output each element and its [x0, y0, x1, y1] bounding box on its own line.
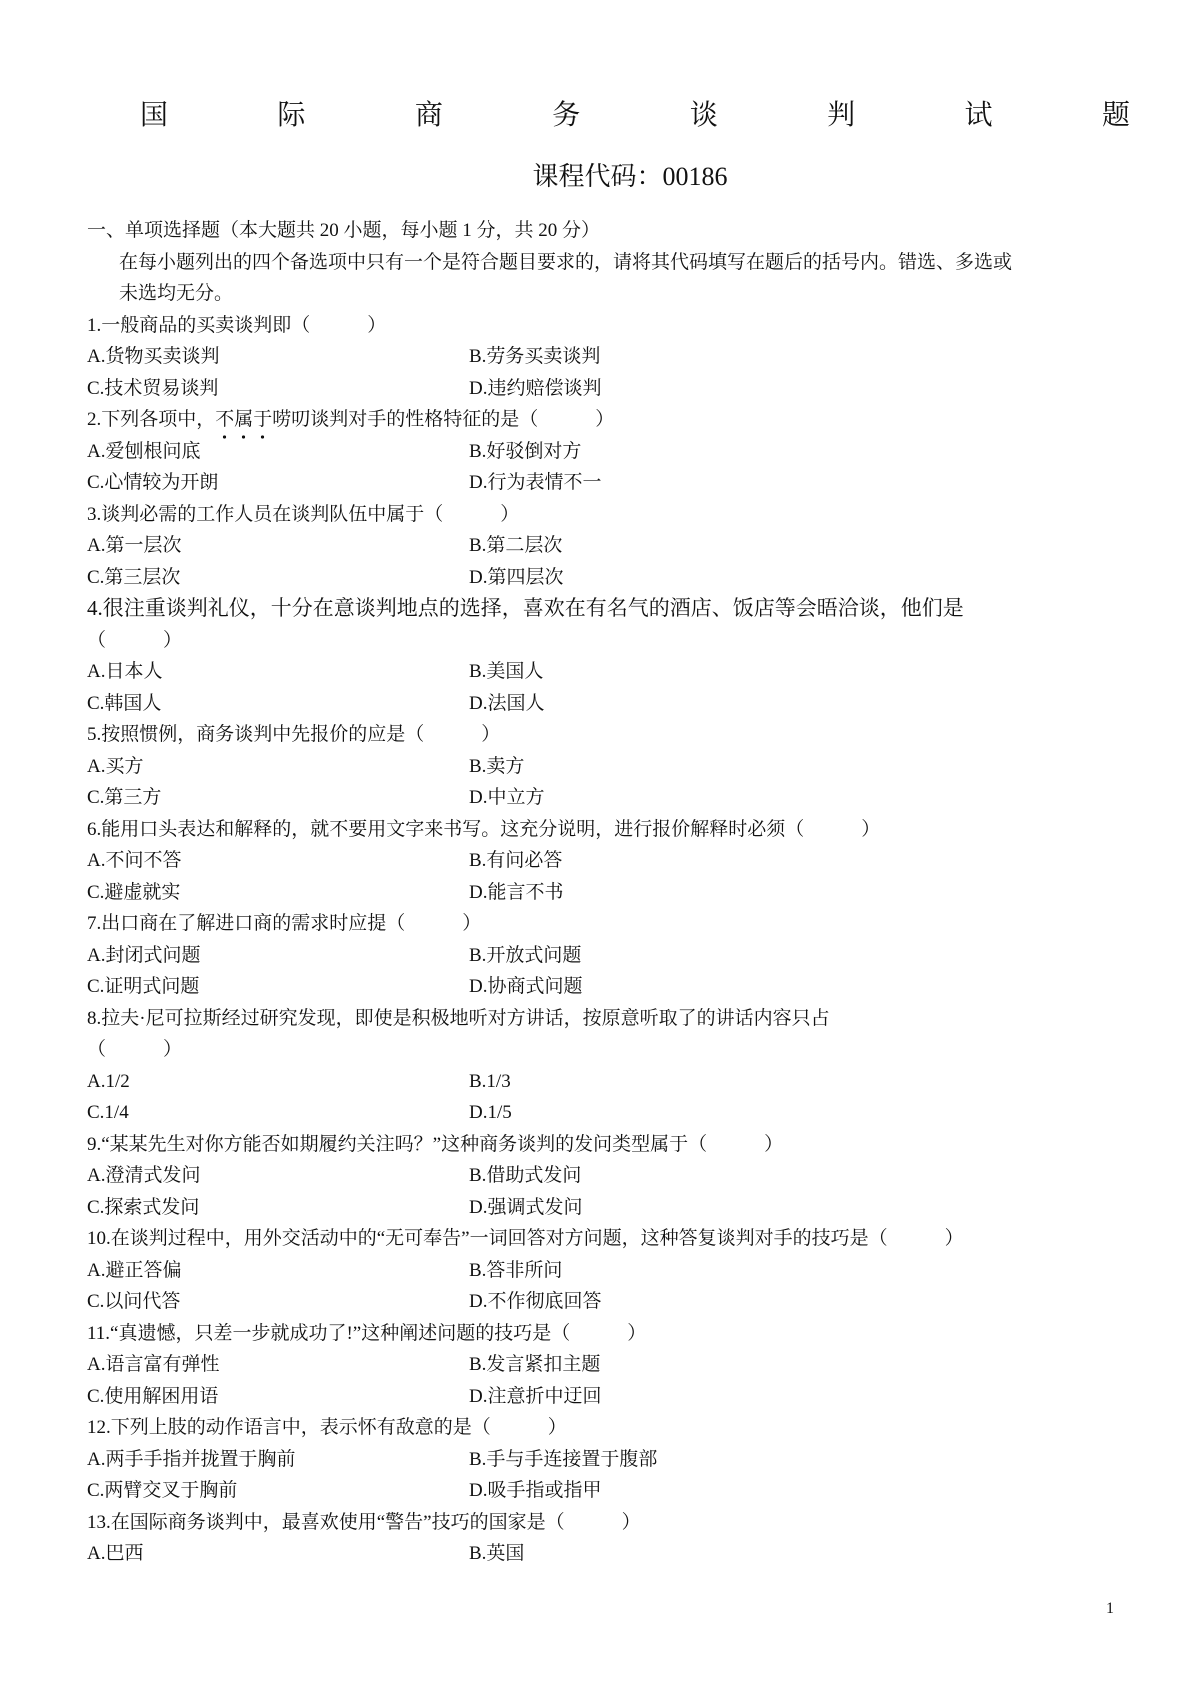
option: B.借助式发问 [469, 1165, 582, 1186]
options-row [87, 845, 1117, 877]
options-row [87, 1349, 1117, 1381]
options-row [87, 656, 1117, 688]
option: D.能言不书 [469, 881, 564, 903]
answer-blank: （ ） [87, 1039, 183, 1060]
option: A.封闭式问题 [87, 944, 201, 966]
options-row [87, 940, 1117, 972]
option: B.开放式问题 [469, 944, 582, 966]
question-stem: 11.“真遗憾，只差一步就成功了!”这种阐述问题的技巧是（ ） [87, 1322, 647, 1344]
title-char: 题 [1101, 100, 1130, 131]
option: A.日本人 [87, 661, 163, 682]
option: C.避虚就实 [87, 881, 181, 903]
section-heading: 一、单项选择题（本大题共 20 小题，每小题 1 分，共 20 分） [87, 220, 601, 241]
option: B.发言紧扣主题 [469, 1354, 601, 1375]
stem-text: 唠叨谈判对手的性格特征的是（ ） [272, 409, 615, 430]
options-row [87, 373, 1117, 405]
option: C.第三方 [87, 787, 162, 808]
option: A.第一层次 [87, 535, 182, 556]
option: C.第三层次 [87, 566, 181, 588]
question-stem: 4.很注重谈判礼仪，十分在意谈判地点的选择，喜欢在有名气的酒店、饭店等会晤洽谈，他们是 [87, 596, 964, 620]
option: A.两手手指并拢置于胸前 [87, 1448, 296, 1470]
option: C.以问代答 [87, 1291, 181, 1312]
option: D.违约赔偿谈判 [469, 377, 602, 399]
title-char: 商 [414, 100, 443, 131]
option: A.货物买卖谈判 [87, 346, 220, 367]
title-char: 试 [964, 100, 993, 131]
option: B.美国人 [469, 661, 544, 682]
option: A.避正答偏 [87, 1259, 182, 1281]
question-stem: 6.能用口头表达和解释的，就不要用文字来书写。这充分说明，进行报价解释时必须（ ） [87, 818, 881, 840]
option: D.吸手指或指甲 [469, 1480, 602, 1501]
stem-text: 2.下列各项中， [87, 409, 216, 430]
option: C.韩国人 [87, 692, 162, 714]
option: D.协商式问题 [469, 976, 583, 997]
question-stem: 1.一般商品的买卖谈判即（ ） [87, 314, 387, 336]
option: C.证明式问题 [87, 976, 200, 997]
option: A.语言富有弹性 [87, 1354, 220, 1375]
option: D.1/5 [469, 1102, 512, 1123]
option: C.1/4 [87, 1102, 129, 1123]
title-char: 判 [827, 100, 856, 131]
question-stem: 13.在国际商务谈判中，最喜欢使用“警告”技巧的国家是（ ） [87, 1511, 641, 1533]
option: C.使用解困用语 [87, 1385, 219, 1407]
options-row [87, 341, 1117, 373]
options-row [87, 562, 1117, 594]
title-char: 务 [552, 100, 581, 131]
option: A.买方 [87, 755, 144, 777]
options-row [87, 1066, 1117, 1098]
question-stem: 10.在谈判过程中，用外交活动中的“无可奉告”一词回答对方问题，这种答复谈判对手的技巧是（ ） [87, 1228, 964, 1249]
options-row [87, 1286, 1117, 1318]
option: A.澄清式发问 [87, 1165, 201, 1186]
document-title [140, 93, 1130, 133]
option: B.第二层次 [469, 535, 563, 556]
title-char: 际 [277, 100, 306, 131]
option: A.不问不答 [87, 850, 182, 871]
option: B.手与手连接置于腹部 [469, 1448, 658, 1470]
question-stem: 9.“某某先生对你方能否如期履约关注吗？”这种商务谈判的发问类型属于（ ） [87, 1133, 784, 1155]
options-row [87, 530, 1117, 562]
options-row [87, 467, 1117, 499]
option: D.注意折中迂回 [469, 1385, 602, 1407]
option: B.卖方 [469, 755, 525, 777]
option: D.中立方 [469, 787, 545, 808]
option: C.技术贸易谈判 [87, 377, 219, 399]
option: B.好驳倒对方 [469, 440, 582, 462]
option: D.强调式发问 [469, 1196, 583, 1218]
question-section [87, 215, 1117, 1570]
option: A.爱刨根问底 [87, 440, 201, 462]
question-stem: 12.下列上肢的动作语言中，表示怀有敌意的是（ ） [87, 1417, 567, 1438]
question-stem: 3.谈判必需的工作人员在谈判队伍中属于（ ） [87, 503, 520, 525]
option: C.探索式发问 [87, 1196, 200, 1218]
options-row [87, 877, 1117, 909]
title-char: 国 [140, 100, 169, 131]
emphasized-text: 不属于 [215, 404, 272, 436]
options-row [87, 1192, 1117, 1224]
option: B.答非所问 [469, 1259, 563, 1281]
option: B.1/3 [469, 1070, 511, 1092]
option: D.行为表情不一 [469, 472, 602, 493]
answer-blank: （ ） [87, 629, 183, 651]
option: A.1/2 [87, 1070, 130, 1092]
option: B.有问必答 [469, 850, 563, 871]
instructions-line: 在每小题列出的四个备选项中只有一个是符合题目要求的，请将其代码填写在题后的括号内。错选、多选或 [119, 251, 1013, 273]
title-char: 谈 [689, 100, 718, 131]
options-row [87, 436, 1117, 468]
options-row [87, 751, 1117, 783]
options-row [87, 1097, 1117, 1129]
options-row [87, 1255, 1117, 1287]
option: C.两臂交叉于胸前 [87, 1480, 238, 1501]
options-row [87, 1538, 1117, 1570]
option: D.不作彻底回答 [469, 1291, 602, 1312]
options-row [87, 1475, 1117, 1507]
options-row [87, 688, 1117, 720]
question-stem: 5.按照惯例，商务谈判中先报价的应是（ ） [87, 724, 501, 745]
option: B.英国 [469, 1543, 525, 1564]
option: C.心情较为开朗 [87, 472, 219, 493]
question-stem: 7.出口商在了解进口商的需求时应提（ ） [87, 913, 482, 934]
options-row [87, 782, 1117, 814]
options-row [87, 971, 1117, 1003]
question-stem [87, 404, 1117, 436]
instructions-line: 未选均无分。 [119, 283, 234, 304]
option: B.劳务买卖谈判 [469, 346, 601, 367]
option: D.第四层次 [469, 566, 564, 588]
options-row [87, 1160, 1117, 1192]
option: A.巴西 [87, 1543, 144, 1564]
question-stem: 8.拉夫·尼可拉斯经过研究发现，即使是积极地听对方讲话，按原意听取了的讲话内容只占 [87, 1007, 830, 1029]
options-row [87, 1444, 1117, 1476]
course-code: 课程代码：00186 [532, 162, 728, 191]
option: D.法国人 [469, 692, 545, 714]
options-row [87, 1381, 1117, 1413]
page-number: 1 [1106, 1600, 1114, 1617]
